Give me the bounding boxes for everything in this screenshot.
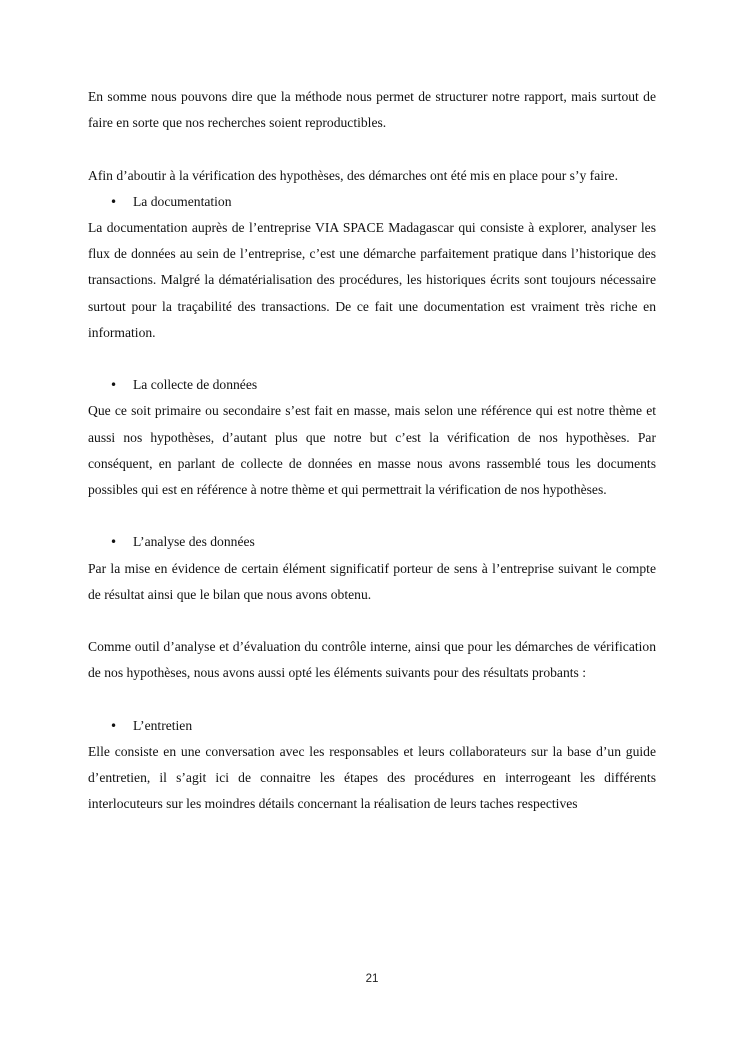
- paragraph-spacer: [88, 346, 656, 372]
- bullet-dot-icon: •: [110, 535, 118, 550]
- paragraph-documentation: La documentation auprès de l’entreprise VIA SPACE Madagascar qui consiste à explorer, analyser les flux de données au sein de l’entreprise, c’est une démarche parfaitement pratique dans l’historique des transactions. Malgré la dématérialisation des procédures, les historiques écrits sont toujours nécessaire surtout pour la traçabilité des transactions. De ce fait une documentation est vraiment très riche en information.: [88, 220, 656, 340]
- bullet-interview: [88, 713, 656, 739]
- paragraph-analysis-tools: Comme outil d’analyse et d’évaluation du contrôle interne, ainsi que pour les démarches de vérification de nos hypothèses, nous avons aussi opté les éléments suivants pour des résultats probants :: [88, 639, 656, 681]
- bullet-data-collection-label: La collecte de données: [133, 377, 258, 393]
- page-number: 21: [365, 973, 379, 985]
- bullet-data-collection: [88, 372, 656, 398]
- bullet-interview-label: L’entretien: [133, 717, 193, 733]
- paragraph-data-collection: Que ce soit primaire ou secondaire s’est fait en masse, mais selon une référence qui est notre thème et aussi nos hypothèses, d’autant plus que notre but c’est la vérification de nos hypothèses. Par conséquent, en parlant de collecte de données en masse nous avons rassemblé tous les documents possibles qui est en référence à notre thème et qui permettrait la vérification de nos hypothèses.: [88, 403, 656, 498]
- paragraph-data-analysis: Par la mise en évidence de certain élément significatif porteur de sens à l’entreprise suivant le compte de résultat ainsi que le bilan que nous avons obtenu.: [88, 560, 656, 602]
- bullet-dot-icon: •: [110, 194, 118, 209]
- bullet-dot-icon: •: [110, 378, 118, 393]
- paragraph-interview: Elle consiste en une conversation avec les responsables et leurs collaborateurs sur la base d’un guide d’entretien, il s’agit ici de connaitre les étapes des procédures en interrogeant les différents interlocuteurs sur les moindres détails concernant la réalisation de leurs taches respectives: [88, 744, 656, 812]
- bullet-data-analysis: [88, 529, 656, 555]
- bullet-documentation: [88, 189, 656, 215]
- bullet-documentation-label: La documentation: [133, 193, 232, 209]
- paragraph-spacer: [88, 687, 656, 713]
- paragraph-spacer: [88, 136, 656, 162]
- bullet-dot-icon: •: [110, 718, 118, 733]
- bullet-data-analysis-label: L’analyse des données: [133, 534, 255, 550]
- paragraph-method-summary: En somme nous pouvons dire que la méthode nous permet de structurer notre rapport, mais surtout de faire en sorte que nos recherches soient reproductibles.: [88, 89, 656, 131]
- paragraph-spacer: [88, 608, 656, 634]
- paragraph-approach-intro: Afin d’aboutir à la vérification des hypothèses, des démarches ont été mis en place pour s’y faire.: [88, 167, 618, 183]
- page-body: [88, 84, 656, 818]
- paragraph-spacer: [88, 503, 656, 529]
